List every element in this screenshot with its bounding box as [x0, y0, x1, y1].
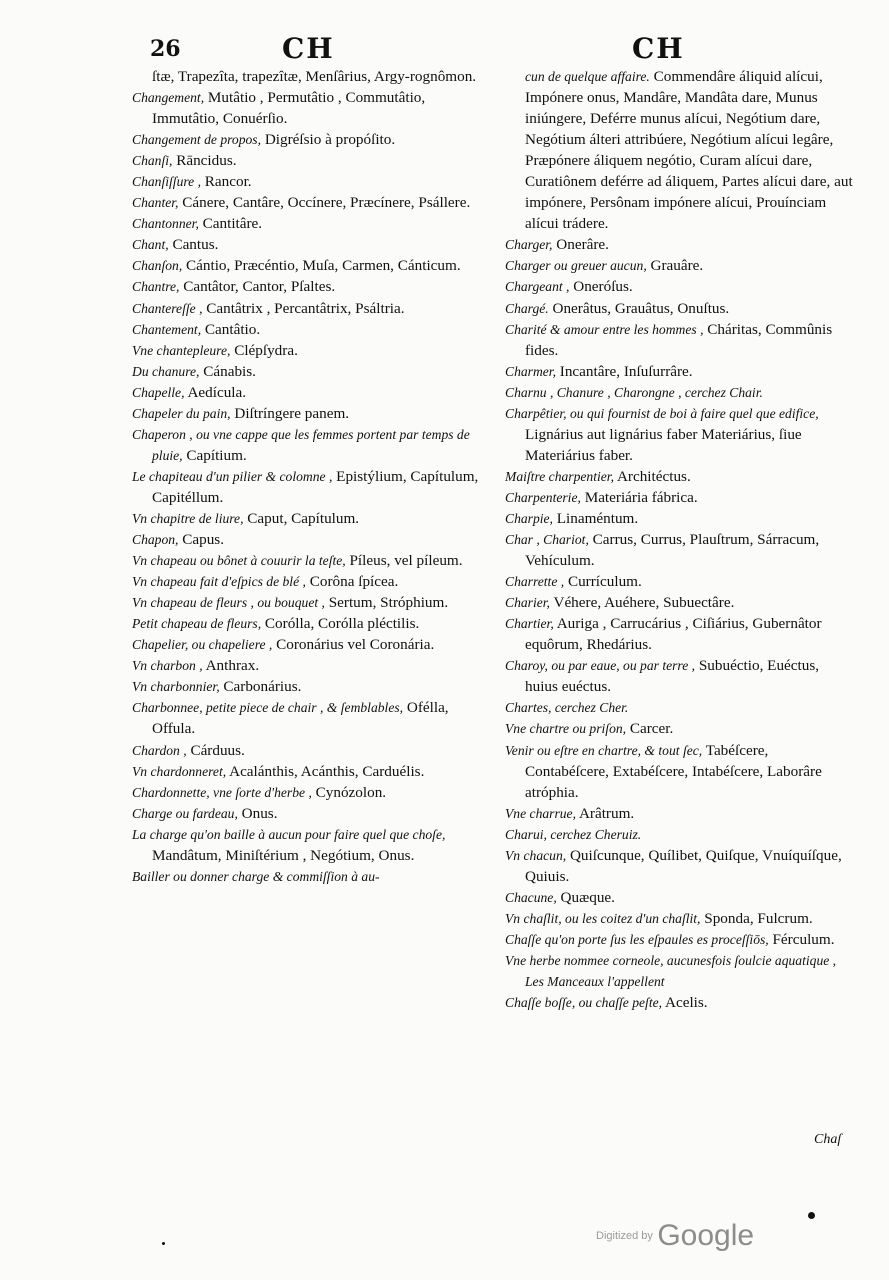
- dictionary-entry: [505, 908, 853, 929]
- entry-headword: Vn chapeau de fleurs , ou bouquet ,: [132, 595, 325, 611]
- entry-headword: Chantereſſe ,: [132, 300, 203, 316]
- running-head-right: CH: [632, 32, 685, 65]
- entry-headword: Vn chaſlit, ou les coitez d'un chaſlit,: [505, 910, 701, 926]
- dictionary-entry: [505, 845, 853, 887]
- dictionary-entry: [132, 129, 484, 150]
- dictionary-entry: [505, 887, 853, 908]
- dictionary-entry: [132, 424, 484, 466]
- entry-latin: Corôna ſpícea.: [305, 573, 399, 591]
- entry-headword: Vn chacun,: [505, 847, 567, 863]
- entry-latin: ſtæ, Trapezîta, trapezîtæ, Menſârius, Argy-rognômon.: [152, 68, 477, 85]
- dictionary-entry: [132, 171, 484, 192]
- entry-latin: Rancor.: [200, 173, 252, 191]
- entry-latin: Cantâtio.: [201, 320, 261, 338]
- entry-headword: Chantonner,: [132, 216, 199, 232]
- entry-latin: Anthrax.: [202, 657, 260, 675]
- entry-headword: Vne herbe nommee corneole, aucunesfois ſoulcie aquatique , Les Manceaux l'appellent: [505, 952, 837, 990]
- entry-headword: Char , Chariot,: [505, 532, 589, 548]
- dictionary-entry: [132, 613, 484, 634]
- dictionary-entry: [505, 403, 853, 466]
- entry-latin: Ofélla, Offula.: [152, 699, 449, 738]
- entry-latin: Cantus.: [168, 236, 219, 254]
- dictionary-entry: [505, 740, 853, 803]
- entry-latin: Sertum, Stróphium.: [324, 594, 449, 612]
- entry-headword: Charmer,: [505, 363, 556, 379]
- dictionary-entry: [132, 150, 484, 171]
- entry-headword: Charoy, ou par eaue, ou par terre ,: [505, 658, 696, 674]
- dictionary-entry: [505, 508, 853, 529]
- entry-latin: Cántio, Præcéntio, Muſa, Carmen, Cánticum.: [182, 257, 461, 275]
- dictionary-entry: [505, 571, 853, 592]
- entry-latin: Incantâre, Inſuſurrâre.: [555, 362, 693, 380]
- dictionary-entry: [505, 950, 853, 992]
- dictionary-entry: [505, 992, 853, 1013]
- entry-headword: Chartes, cerchez Cher.: [505, 700, 629, 716]
- right-column: [505, 66, 853, 1013]
- entry-headword: Chargé.: [505, 300, 549, 316]
- entry-headword: Chapon,: [132, 532, 179, 548]
- entry-latin: Cháritas, Commûnis fides.: [525, 320, 833, 359]
- entry-headword: Vn charbonnier,: [132, 679, 220, 695]
- entry-latin: Capítium.: [182, 446, 247, 464]
- dictionary-entry: [132, 634, 484, 655]
- ink-speck: [162, 1242, 165, 1245]
- entry-headword: Vn chapeau ou bônet à couurir la teſte,: [132, 553, 346, 569]
- entry-headword: Bailler ou donner charge & commiſſion à au-: [132, 868, 380, 884]
- dictionary-entry: [505, 529, 853, 571]
- page-number: 26: [150, 36, 181, 62]
- dictionary-entry: [505, 298, 853, 319]
- dictionary-entry: [505, 803, 853, 824]
- entry-headword: Charité & amour entre les hommes ,: [505, 321, 704, 337]
- dictionary-entry: [505, 824, 853, 845]
- entry-latin: Capus.: [178, 531, 225, 549]
- entry-latin: Grauâre.: [646, 257, 704, 275]
- entry-headword: Charger ou greuer aucun,: [505, 258, 647, 274]
- dictionary-entry: [132, 866, 484, 887]
- left-column: [132, 66, 484, 887]
- dictionary-entry: [132, 592, 484, 613]
- entry-latin: Architéctus.: [613, 467, 691, 485]
- entry-latin: Cárduus.: [186, 741, 245, 759]
- entry-latin: Véhere, Auéhere, Subuectâre.: [549, 594, 735, 612]
- google-logo: Google: [657, 1219, 755, 1252]
- entry-headword: Vn chardonneret,: [132, 763, 227, 779]
- dictionary-entry: [505, 718, 853, 739]
- entry-headword: Venir ou eſtre en chartre, & tout ſec,: [505, 742, 703, 758]
- dictionary-entry: [505, 255, 853, 276]
- entry-headword: Charrette ,: [505, 574, 565, 590]
- entry-latin: Oneróſus.: [569, 278, 633, 296]
- entry-headword: Charier,: [505, 595, 550, 611]
- entry-latin: Caput, Capítulum.: [243, 509, 360, 527]
- entry-latin: Commendâre áliquid alícui, Impónere onus, Mandâre, Mandâta dare, Munus iniúngere, Deférre munus alícui, Negótium dare, Negótium álteri attribúere, Negótium alícui legâre, Præpónere áliquem negótio, Curam alícui dare, Curatiônem deférre ad áliquem, Partes alícui dare, aut impónere, Persônam impónere alícui, Prouínciam alícui trádere.: [525, 68, 853, 233]
- dictionary-entry: [132, 340, 484, 361]
- entry-latin: Cantitâre.: [198, 215, 263, 233]
- entry-headword: Vn chapitre de liure,: [132, 510, 244, 526]
- entry-latin: Mutâtio , Permutâtio , Commutâtio, Immutâtio, Conuérſio.: [152, 89, 426, 128]
- dictionary-entry: [505, 361, 853, 382]
- entry-latin: Carrus, Currus, Plauſtrum, Sárracum, Vehículum.: [525, 531, 820, 570]
- dictionary-entry: [505, 66, 853, 234]
- entry-latin: Auriga , Carrucárius , Ciſiárius, Gubernâtor equôrum, Rhedárius.: [525, 615, 822, 654]
- entry-headword: Chaſſe qu'on porte ſus les eſpaules es proceſſiōs,: [505, 931, 769, 947]
- dictionary-entry: [132, 66, 484, 87]
- dictionary-entry: [132, 676, 484, 697]
- dictionary-entry: [132, 508, 484, 529]
- entry-latin: Onus.: [237, 804, 278, 822]
- dictionary-entry: [132, 782, 484, 803]
- dictionary-entry: [132, 571, 484, 592]
- dictionary-entry: [505, 382, 853, 403]
- entry-headword: Chapelle,: [132, 384, 185, 400]
- entry-headword: Vne charrue,: [505, 805, 576, 821]
- entry-latin: Cánabis.: [199, 362, 256, 380]
- entry-headword: La charge qu'on baille à aucun pour faire quel que choſe,: [132, 826, 446, 842]
- dictionary-entry: [132, 403, 484, 424]
- entry-headword: Chantre,: [132, 279, 180, 295]
- entry-latin: Epistýlium, Capítulum, Capitéllum.: [152, 467, 479, 506]
- dictionary-entry: [505, 319, 853, 361]
- entry-headword: Vne chartre ou priſon,: [505, 721, 627, 737]
- entry-latin: Materiária fábrica.: [580, 488, 698, 506]
- running-head-left: CH: [282, 32, 335, 65]
- entry-latin: Quæque.: [556, 888, 615, 906]
- dictionary-entry: [132, 824, 484, 866]
- entry-headword: Chant,: [132, 237, 169, 253]
- dictionary-entry: [132, 276, 484, 297]
- entry-latin: Acelis.: [662, 994, 708, 1012]
- entry-headword: Chanſon,: [132, 258, 183, 274]
- dictionary-entry: [132, 803, 484, 824]
- entry-headword: Charui, cerchez Cheruiz.: [505, 826, 642, 842]
- entry-latin: Cantâtor, Cantor, Pſaltes.: [179, 278, 336, 296]
- dictionary-entry: [132, 761, 484, 782]
- dictionary-entry: [132, 466, 484, 508]
- dictionary-entry: [132, 87, 484, 129]
- entry-latin: Aedícula.: [184, 383, 247, 401]
- watermark-prefix: Digitized by: [596, 1230, 653, 1242]
- entry-latin: Onerâre.: [552, 236, 609, 254]
- dictionary-entry: [132, 361, 484, 382]
- entry-latin: Rāncidus.: [172, 152, 237, 170]
- entry-headword: Chartier,: [505, 616, 554, 632]
- entry-headword: Charnu , Chanure , Charongne , cerchez Chair.: [505, 384, 763, 400]
- ink-speck: [808, 1212, 815, 1219]
- dictionary-entry: [132, 655, 484, 676]
- entry-latin: Cantâtrix , Percantâtrix, Psáltria.: [202, 299, 405, 317]
- entry-latin: Lignárius aut lignárius faber Materiárius, ſiue Materiárius faber.: [525, 425, 802, 464]
- entry-headword: Chardon ,: [132, 742, 187, 758]
- entry-latin: Tabéſcere, Contabéſcere, Extabéſcere, Intabéſcere, Laborâre atróphia.: [525, 741, 822, 801]
- entry-headword: Chaperon , ou vne cappe que les femmes portent par temps de pluie,: [132, 426, 470, 463]
- entry-headword: Maiſtre charpentier,: [505, 468, 614, 484]
- entry-headword: Changement de propos,: [132, 132, 262, 148]
- dictionary-entry: [505, 655, 853, 697]
- entry-headword: Vne chantepleure,: [132, 342, 231, 358]
- entry-latin: Diſtríngere panem.: [230, 404, 350, 422]
- entry-latin: Digréſsio à propóſito.: [261, 131, 396, 149]
- catchword: Chaſ: [814, 1132, 842, 1147]
- entry-headword: Chantement,: [132, 321, 202, 337]
- entry-latin: Coronárius vel Coronária.: [272, 636, 435, 654]
- dictionary-entry: [505, 697, 853, 718]
- dictionary-entry: [505, 276, 853, 297]
- dictionary-entry: [132, 740, 484, 761]
- dictionary-entry: [505, 466, 853, 487]
- entry-headword: Charger,: [505, 237, 553, 253]
- entry-latin: Corólla, Corólla pléctilis.: [261, 615, 420, 633]
- dictionary-entry: [132, 319, 484, 340]
- entry-headword: Chapelier, ou chapeliere ,: [132, 637, 273, 653]
- dictionary-entry: [132, 382, 484, 403]
- entry-headword: Charge ou fardeau,: [132, 805, 238, 821]
- entry-latin: Sponda, Fulcrum.: [700, 909, 813, 927]
- entry-headword: Petit chapeau de fleurs,: [132, 616, 262, 632]
- entry-headword: Vn charbon ,: [132, 658, 203, 674]
- dictionary-entry: [132, 529, 484, 550]
- entry-headword: cun de quelque affaire.: [525, 69, 650, 84]
- entry-latin: Subuéctio, Euéctus, huius euéctus.: [525, 657, 820, 696]
- entry-latin: Quiſcunque, Quílibet, Quiſque, Vnuíquíſque, Quiuis.: [525, 846, 842, 885]
- entry-headword: Charpêtier, ou qui fournist de boi à faire quel que edifice,: [505, 405, 819, 421]
- entry-latin: Arâtrum.: [575, 804, 635, 822]
- dictionary-entry: [132, 255, 484, 276]
- entry-latin: Onerâtus, Grauâtus, Onuſtus.: [548, 299, 730, 317]
- dictionary-entry: [132, 192, 484, 213]
- entry-latin: Linaméntum.: [552, 509, 639, 527]
- dictionary-entry: [505, 487, 853, 508]
- dictionary-entry: [132, 298, 484, 319]
- entry-latin: Mandâtum, Miniſtérium , Negótium, Onus.: [152, 846, 415, 864]
- entry-headword: Du chanure,: [132, 363, 200, 379]
- dictionary-entry: [132, 213, 484, 234]
- entry-latin: Carcer.: [626, 720, 674, 738]
- entry-latin: Cynózolon.: [311, 783, 387, 801]
- entry-latin: Cánere, Cantâre, Occínere, Præcínere, Psállere.: [178, 194, 471, 212]
- dictionary-entry: [132, 550, 484, 571]
- entry-headword: Chanſiſſure ,: [132, 174, 201, 190]
- entry-headword: Chaſſe boſſe, ou chaſſe peſte,: [505, 995, 663, 1011]
- digitized-watermark: [596, 1219, 754, 1253]
- entry-headword: Chanter,: [132, 195, 179, 211]
- dictionary-entry: [505, 234, 853, 255]
- entry-headword: Chanſi,: [132, 153, 173, 169]
- dictionary-entry: [132, 234, 484, 255]
- entry-headword: Chapeler du pain,: [132, 405, 231, 421]
- entry-headword: Changement,: [132, 90, 205, 106]
- entry-headword: Chardonnette, vne ſorte d'herbe ,: [132, 784, 312, 800]
- dictionary-entry: [505, 613, 853, 655]
- entry-latin: Carbonárius.: [219, 678, 302, 696]
- entry-latin: Currículum.: [564, 573, 642, 591]
- entry-headword: Chargeant ,: [505, 279, 570, 295]
- dictionary-entry: [505, 929, 853, 950]
- entry-latin: Acalánthis, Acánthis, Carduélis.: [226, 762, 425, 780]
- entry-headword: Charpie,: [505, 510, 553, 526]
- entry-latin: Férculum.: [768, 930, 835, 948]
- entry-headword: Le chapiteau d'un pilier & colomne ,: [132, 468, 333, 484]
- dictionary-entry: [505, 592, 853, 613]
- entry-latin: Píleus, vel píleum.: [345, 552, 463, 570]
- entry-headword: Charpenterie,: [505, 489, 581, 505]
- entry-headword: Chacune,: [505, 889, 557, 905]
- entry-latin: Clépſydra.: [230, 341, 298, 359]
- dictionary-entry: [132, 697, 484, 739]
- entry-headword: Vn chapeau fait d'eſpics de blé ,: [132, 574, 306, 590]
- entry-headword: Charbonnee, petite piece de chair , & ſemblables,: [132, 700, 404, 716]
